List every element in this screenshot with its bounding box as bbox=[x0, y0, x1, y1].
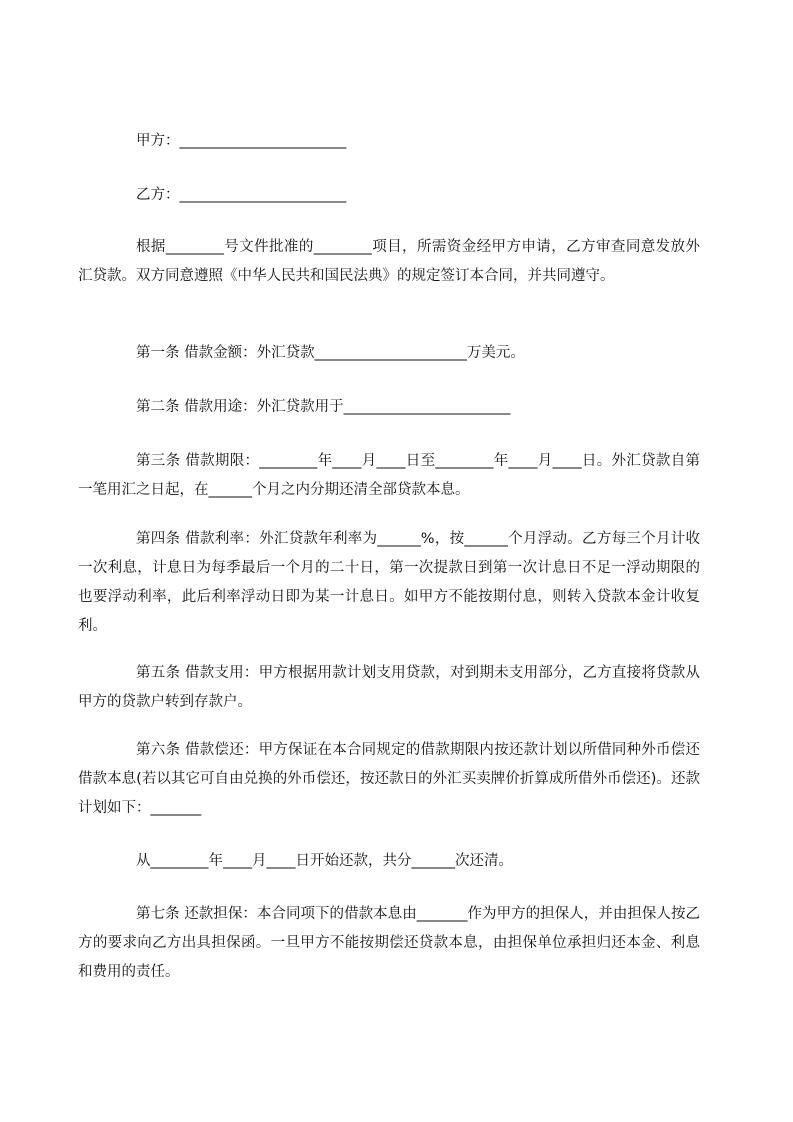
article-5-paragraph bbox=[78, 659, 700, 717]
article-3-text: 第三条 借款期限：________年____月____日至________年____月____日。外汇贷款自第一笔用汇之日起，在______个月之内分期还清全部贷款本息。 bbox=[78, 453, 700, 498]
article-3-paragraph bbox=[78, 447, 700, 505]
preamble-text: 根据________号文件批准的________项目，所需资金经甲方申请，乙方审查同意发放外汇贷款。双方同意遵照《中华人民共和国民法典》的规定签订本合同，并共同遵守。 bbox=[78, 239, 700, 284]
repayment-line: 从________年____月____日开始还款，共分______次还清。 bbox=[136, 853, 513, 869]
article-4-text: 第四条 借款利率：外汇贷款年利率为______%，按______个月浮动。乙方每三个月计收一次利息，计息日为每季最后一个月的二十日，第一次提款日到第一次计息日不足一浮动期限的也要浮动利率，此后利率浮动日即为某一计息日。如甲方不能按期付息，则转入贷款本金计收复利。 bbox=[78, 531, 700, 634]
article-6-paragraph bbox=[78, 736, 700, 823]
article-5-text: 第五条 借款支用：甲方根据用款计划支用贷款，对到期未支用部分，乙方直接将贷款从甲方的贷款户转到存款户。 bbox=[78, 665, 700, 710]
article-1-line: 第一条 借款金额：外汇贷款_____________________万美元。 bbox=[136, 345, 525, 361]
article-7-paragraph bbox=[78, 900, 700, 987]
party-a-line: 甲方：_______________________ bbox=[136, 133, 347, 149]
article-4-paragraph bbox=[78, 525, 700, 641]
article-7-text: 第七条 还款担保：本合同项下的借款本息由_______作为甲方的担保人，并由担保人按乙方的要求向乙方出具担保函。一旦甲方不能按期偿还贷款本息，由担保单位承担归还本金、利息和费用的责任。 bbox=[78, 906, 700, 980]
party-b-line: 乙方：_______________________ bbox=[136, 187, 347, 203]
article-6-text: 第六条 借款偿还：甲方保证在本合同规定的借款期限内按还款计划以所借同种外币偿还借款本息(若以其它可自由兑换的外币偿还，按还款日的外汇买卖牌价折算成所借外币偿还)。还款计划如下：_______ bbox=[78, 742, 700, 816]
article-2-line: 第二条 借款用途：外汇贷款用于_______________________ bbox=[136, 399, 511, 415]
preamble-paragraph bbox=[78, 233, 700, 291]
